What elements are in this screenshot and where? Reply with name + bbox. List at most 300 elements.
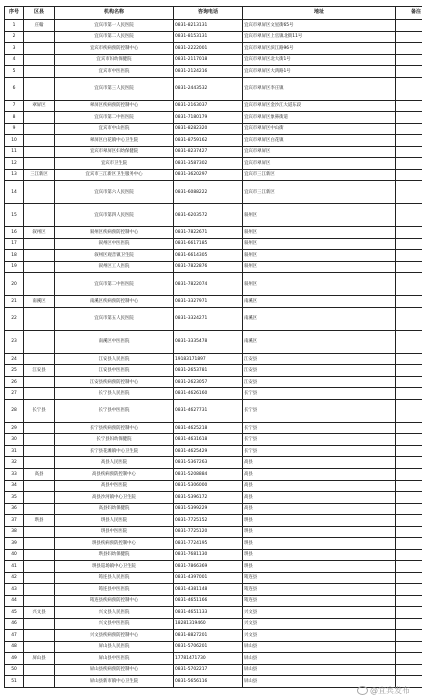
row-name: 兴文县疾病预防控制中心 xyxy=(55,630,174,642)
row-no: 1 xyxy=(5,20,24,32)
table-row xyxy=(5,376,422,388)
row-phone: 0831-6614305 xyxy=(174,250,243,262)
row-area xyxy=(24,238,55,250)
table-row xyxy=(5,169,422,181)
weibo-icon xyxy=(357,686,368,695)
row-area xyxy=(24,376,55,388)
table-row xyxy=(5,492,422,504)
row-area xyxy=(24,595,55,607)
row-area xyxy=(24,353,55,365)
table-row xyxy=(5,66,422,78)
row-phone: 17781471730 xyxy=(174,653,243,665)
row-name: 宜宾市第二中医医院 xyxy=(55,273,174,296)
row-name: 宜宾市第六人民医院 xyxy=(55,181,174,204)
table-row xyxy=(5,561,422,573)
table-row xyxy=(5,20,422,32)
row-name: 宜宾市第五人民医院 xyxy=(55,307,174,330)
row-address: 珙县 xyxy=(243,515,396,527)
row-name: 高县人民医院 xyxy=(55,457,174,469)
header-address: 地址 xyxy=(243,7,396,20)
table-row xyxy=(5,330,422,353)
row-no: 10 xyxy=(5,135,24,147)
row-address: 叙州区 xyxy=(243,204,396,227)
row-note xyxy=(396,526,422,538)
row-no: 32 xyxy=(5,457,24,469)
row-no: 43 xyxy=(5,584,24,596)
row-address: 宜宾市翠屏区滨江路96号 xyxy=(243,43,396,55)
row-name: 珙县中医医院 xyxy=(55,526,174,538)
row-note xyxy=(396,572,422,584)
row-area xyxy=(24,158,55,170)
row-area xyxy=(24,492,55,504)
row-no: 2 xyxy=(5,31,24,43)
row-no: 12 xyxy=(5,158,24,170)
row-area: 屏山县 xyxy=(24,653,55,665)
row-address: 宜宾市翠屏区金沙江大道东段 xyxy=(243,100,396,112)
row-no: 30 xyxy=(5,434,24,446)
row-phone: 0831-5396172 xyxy=(174,492,243,504)
table-row xyxy=(5,204,422,227)
table-row xyxy=(5,54,422,66)
row-no: 29 xyxy=(5,422,24,434)
row-name: 叙州区工人医院 xyxy=(55,261,174,273)
table-row xyxy=(5,353,422,365)
row-name: 屏山县疾病预防控制中心 xyxy=(55,664,174,676)
row-no: 19 xyxy=(5,261,24,273)
header-no: 序号 xyxy=(5,7,24,20)
row-note xyxy=(396,112,422,124)
row-address: 南溪区 xyxy=(243,330,396,353)
row-no: 5 xyxy=(5,66,24,78)
row-note xyxy=(396,641,422,653)
row-name: 高县妇幼保健院 xyxy=(55,503,174,515)
row-note xyxy=(396,146,422,158)
row-name: 兴文县人民医院 xyxy=(55,607,174,619)
row-no: 31 xyxy=(5,445,24,457)
row-area xyxy=(24,549,55,561)
table-row xyxy=(5,469,422,481)
row-name: 宜宾市中医医院 xyxy=(55,66,174,78)
row-address: 珙县 xyxy=(243,561,396,573)
table-row xyxy=(5,227,422,239)
table-row xyxy=(5,595,422,607)
row-note xyxy=(396,653,422,665)
row-name: 长宁县妇幼保健院 xyxy=(55,434,174,446)
row-note xyxy=(396,353,422,365)
row-no: 17 xyxy=(5,238,24,250)
row-note xyxy=(396,561,422,573)
row-address: 珙县 xyxy=(243,526,396,538)
row-address: 高县 xyxy=(243,469,396,481)
table-row xyxy=(5,480,422,492)
row-area xyxy=(24,330,55,353)
row-address: 高县 xyxy=(243,480,396,492)
row-no: 44 xyxy=(5,595,24,607)
row-address: 屏山县 xyxy=(243,676,396,688)
row-address: 宜宾市翠屏区象鼻街道 xyxy=(243,112,396,124)
row-address: 江安县 xyxy=(243,365,396,377)
row-note xyxy=(396,445,422,457)
row-address: 南溪区 xyxy=(243,307,396,330)
row-name: 筠连县疾病预防控制中心 xyxy=(55,595,174,607)
row-note xyxy=(396,515,422,527)
row-phone: 0831-7725120 xyxy=(174,526,243,538)
row-no: 9 xyxy=(5,123,24,135)
row-note xyxy=(396,480,422,492)
row-address: 宜宾市翠屏区文星街65号 xyxy=(243,20,396,32)
row-address: 叙州区 xyxy=(243,238,396,250)
row-name: 叙州区疾病预防控制中心 xyxy=(55,227,174,239)
row-no: 15 xyxy=(5,204,24,227)
row-name: 筠连县人民医院 xyxy=(55,572,174,584)
row-address: 兴文县 xyxy=(243,630,396,642)
row-no: 28 xyxy=(5,399,24,422)
row-address: 筠连县 xyxy=(243,572,396,584)
row-no: 25 xyxy=(5,365,24,377)
row-area xyxy=(24,676,55,688)
row-name: 宜宾市三江新区卫生服务中心 xyxy=(55,169,174,181)
row-no: 40 xyxy=(5,549,24,561)
row-phone: 0831-8237427 xyxy=(174,146,243,158)
row-note xyxy=(396,250,422,262)
row-no: 48 xyxy=(5,641,24,653)
row-area: 高县 xyxy=(24,469,55,481)
row-name: 长宁县疾病预防控制中心 xyxy=(55,422,174,434)
row-note xyxy=(396,158,422,170)
row-area xyxy=(24,43,55,55)
row-area: 翠屏区 xyxy=(24,100,55,112)
row-note xyxy=(396,20,422,32)
row-address: 宜宾市翠屏区大鸿路1号 xyxy=(243,66,396,78)
table-row xyxy=(5,273,422,296)
table-row xyxy=(5,307,422,330)
row-area xyxy=(24,388,55,400)
row-phone: 0831-4631618 xyxy=(174,434,243,446)
row-phone: 0831-8282320 xyxy=(174,123,243,135)
row-no: 39 xyxy=(5,538,24,550)
row-address: 屏山县 xyxy=(243,653,396,665)
row-address: 叙州区 xyxy=(243,261,396,273)
table-row xyxy=(5,43,422,55)
row-note xyxy=(396,31,422,43)
row-name: 江安县中医医院 xyxy=(55,365,174,377)
row-area xyxy=(24,538,55,550)
row-no: 51 xyxy=(5,676,24,688)
row-no: 22 xyxy=(5,307,24,330)
row-no: 42 xyxy=(5,572,24,584)
row-name: 长宁县中医医院 xyxy=(55,399,174,422)
clinic-directory-table xyxy=(4,6,422,688)
row-address: 屏山县 xyxy=(243,641,396,653)
row-phone: 0831-3335478 xyxy=(174,330,243,353)
row-no: 3 xyxy=(5,43,24,55)
row-note xyxy=(396,607,422,619)
table-row xyxy=(5,618,422,630)
row-phone: 0831-4625218 xyxy=(174,422,243,434)
row-area xyxy=(24,77,55,100)
row-phone: 0831-7180179 xyxy=(174,112,243,124)
table-row xyxy=(5,641,422,653)
row-note xyxy=(396,376,422,388)
row-name: 宜宾市翠屏区妇幼保健院 xyxy=(55,146,174,158)
row-address: 宜宾市翠屏区北大街1号 xyxy=(243,54,396,66)
row-note xyxy=(396,549,422,561)
row-note xyxy=(396,469,422,481)
row-phone: 0831-7822876 xyxy=(174,261,243,273)
row-area xyxy=(24,204,55,227)
row-name: 屏山县新市镇中心卫生院 xyxy=(55,676,174,688)
row-note xyxy=(396,77,422,100)
row-name: 宜宾市妇幼保健院 xyxy=(55,54,174,66)
row-address: 宜宾市翠屏区 xyxy=(243,146,396,158)
row-phone: 0831-5208884 xyxy=(174,469,243,481)
row-area: 珙县 xyxy=(24,515,55,527)
row-name: 珙县人民医院 xyxy=(55,515,174,527)
table-header-row xyxy=(5,7,422,20)
row-phone: 0831-5702217 xyxy=(174,664,243,676)
row-phone: 0831-2443532 xyxy=(174,77,243,100)
row-note xyxy=(396,227,422,239)
table-row xyxy=(5,664,422,676)
row-no: 11 xyxy=(5,146,24,158)
row-phone: 0831-8759162 xyxy=(174,135,243,147)
row-note xyxy=(396,584,422,596)
row-no: 27 xyxy=(5,388,24,400)
row-address: 叙州区 xyxy=(243,273,396,296)
table-row xyxy=(5,146,422,158)
row-note xyxy=(396,503,422,515)
table-row xyxy=(5,100,422,112)
row-name: 江安县疾病预防控制中心 xyxy=(55,376,174,388)
row-area xyxy=(24,135,55,147)
table-row xyxy=(5,434,422,446)
table-row xyxy=(5,365,422,377)
row-note xyxy=(396,238,422,250)
table-row xyxy=(5,250,422,262)
row-no: 49 xyxy=(5,653,24,665)
row-phone: 0831-4397001 xyxy=(174,572,243,584)
row-name: 长宁县花滩镇中心卫生院 xyxy=(55,445,174,457)
row-name: 叙州区观音镇卫生院 xyxy=(55,250,174,262)
row-name: 屏山县中医医院 xyxy=(55,653,174,665)
row-phone: 0831-2117018 xyxy=(174,54,243,66)
row-name: 筠连县中医医院 xyxy=(55,584,174,596)
table-row xyxy=(5,653,422,665)
row-no: 13 xyxy=(5,169,24,181)
row-address: 宜宾市翠屏区李庄镇 xyxy=(243,77,396,100)
row-note xyxy=(396,492,422,504)
row-note xyxy=(396,123,422,135)
table-row xyxy=(5,112,422,124)
row-phone: 0831-2222001 xyxy=(174,43,243,55)
row-note xyxy=(396,538,422,550)
row-address: 高县 xyxy=(243,457,396,469)
row-name: 翠屏区白花镇中心卫生院 xyxy=(55,135,174,147)
row-note xyxy=(396,261,422,273)
row-phone: 0831-2653781 xyxy=(174,365,243,377)
row-name: 宜宾市第二中医医院 xyxy=(55,112,174,124)
table-row xyxy=(5,526,422,538)
row-address: 长宁县 xyxy=(243,388,396,400)
row-name: 江安县人民医院 xyxy=(55,353,174,365)
row-phone: 0831-5399229 xyxy=(174,503,243,515)
row-note xyxy=(396,43,422,55)
row-area xyxy=(24,641,55,653)
row-area: 庄翰 xyxy=(24,20,55,32)
table-row xyxy=(5,181,422,204)
row-area xyxy=(24,66,55,78)
table-row xyxy=(5,445,422,457)
row-note xyxy=(396,388,422,400)
row-area xyxy=(24,422,55,434)
row-note xyxy=(396,664,422,676)
row-area: 兴文县 xyxy=(24,607,55,619)
header-note: 备注 xyxy=(396,7,422,20)
row-phone: 0831-8827201 xyxy=(174,630,243,642)
table-row xyxy=(5,77,422,100)
table-body xyxy=(5,20,422,688)
row-address: 长宁县 xyxy=(243,434,396,446)
row-name: 高县沙河镇中心卫生院 xyxy=(55,492,174,504)
row-no: 18 xyxy=(5,250,24,262)
row-address: 珙县 xyxy=(243,538,396,550)
row-area: 江安县 xyxy=(24,365,55,377)
row-phone: 0831-5656116 xyxy=(174,676,243,688)
header-area: 区县 xyxy=(24,7,55,20)
row-area xyxy=(24,273,55,296)
row-name: 翠屏区疾病预防控制中心 xyxy=(55,100,174,112)
row-address: 筠连县 xyxy=(243,584,396,596)
table-row xyxy=(5,158,422,170)
row-area xyxy=(24,146,55,158)
row-area xyxy=(24,664,55,676)
row-note xyxy=(396,422,422,434)
row-no: 21 xyxy=(5,296,24,308)
row-note xyxy=(396,399,422,422)
row-name: 兴文县中医医院 xyxy=(55,618,174,630)
row-address: 长宁县 xyxy=(243,399,396,422)
row-no: 4 xyxy=(5,54,24,66)
row-no: 34 xyxy=(5,480,24,492)
row-area xyxy=(24,457,55,469)
row-phone: 0831-4626160 xyxy=(174,388,243,400)
row-name: 长宁县人民医院 xyxy=(55,388,174,400)
row-address: 江安县 xyxy=(243,353,396,365)
row-area xyxy=(24,561,55,573)
row-address: 宜宾市翠屏区 xyxy=(243,158,396,170)
row-address: 宜宾市三江新区 xyxy=(243,169,396,181)
row-note xyxy=(396,307,422,330)
row-no: 24 xyxy=(5,353,24,365)
row-phone: 0831-7681130 xyxy=(174,549,243,561)
table-row xyxy=(5,261,422,273)
row-phone: 0831-5306000 xyxy=(174,480,243,492)
row-no: 35 xyxy=(5,492,24,504)
row-area xyxy=(24,630,55,642)
row-no: 16 xyxy=(5,227,24,239)
row-no: 38 xyxy=(5,526,24,538)
row-note xyxy=(396,434,422,446)
row-address: 宜宾市翠屏区上官镇北街11号 xyxy=(243,31,396,43)
table-row xyxy=(5,572,422,584)
row-note xyxy=(396,618,422,630)
row-name: 屏山县人民医院 xyxy=(55,641,174,653)
row-area xyxy=(24,307,55,330)
row-phone: 0831-6203572 xyxy=(174,204,243,227)
table-row xyxy=(5,238,422,250)
row-no: 36 xyxy=(5,503,24,515)
row-note xyxy=(396,595,422,607)
row-name: 珙县妇幼保健院 xyxy=(55,549,174,561)
row-address: 兴文县 xyxy=(243,618,396,630)
row-phone: 0831-7866369 xyxy=(174,561,243,573)
row-note xyxy=(396,630,422,642)
table-row xyxy=(5,135,422,147)
row-address: 长宁县 xyxy=(243,445,396,457)
row-no: 14 xyxy=(5,181,24,204)
row-note xyxy=(396,330,422,353)
row-phone: 0831-2623057 xyxy=(174,376,243,388)
row-address: 宜宾市翠屏区白花镇 xyxy=(243,135,396,147)
header-phone: 咨询电话 xyxy=(174,7,243,20)
row-no: 20 xyxy=(5,273,24,296)
row-name: 珙县巡场镇中心卫生院 xyxy=(55,561,174,573)
header-name: 机构名称 xyxy=(55,7,174,20)
row-note xyxy=(396,273,422,296)
row-area: 三江新区 xyxy=(24,169,55,181)
row-name: 宜宾市第二人民医院 xyxy=(55,31,174,43)
row-area xyxy=(24,503,55,515)
row-note xyxy=(396,135,422,147)
table-row xyxy=(5,503,422,515)
row-area xyxy=(24,181,55,204)
row-no: 26 xyxy=(5,376,24,388)
row-phone: 19183171897 xyxy=(174,353,243,365)
table-row xyxy=(5,296,422,308)
row-name: 南溪区疾病预防控制中心 xyxy=(55,296,174,308)
table-row xyxy=(5,549,422,561)
row-address: 南溪区 xyxy=(243,296,396,308)
row-name: 宜宾市疾病预防控制中心 xyxy=(55,43,174,55)
row-phone: 0831-5367263 xyxy=(174,457,243,469)
row-note xyxy=(396,457,422,469)
row-address: 筠连县 xyxy=(243,595,396,607)
watermark-text: @宜宾发布 xyxy=(370,686,410,695)
row-area: 叙州区 xyxy=(24,227,55,239)
table-row xyxy=(5,399,422,422)
row-no: 47 xyxy=(5,630,24,642)
row-name: 宜宾市卫生院 xyxy=(55,158,174,170)
table-row xyxy=(5,607,422,619)
row-phone: 18281319460 xyxy=(174,618,243,630)
row-address: 长宁县 xyxy=(243,422,396,434)
table-row xyxy=(5,31,422,43)
row-area xyxy=(24,250,55,262)
row-phone: 0831-2163037 xyxy=(174,100,243,112)
row-no: 37 xyxy=(5,515,24,527)
row-no: 6 xyxy=(5,77,24,100)
row-phone: 0831-7725152 xyxy=(174,515,243,527)
row-phone: 0831-3620297 xyxy=(174,169,243,181)
row-address: 叙州区 xyxy=(243,227,396,239)
row-no: 8 xyxy=(5,112,24,124)
row-phone: 0831-4381148 xyxy=(174,584,243,596)
row-phone: 0831-5706201 xyxy=(174,641,243,653)
row-note xyxy=(396,169,422,181)
row-area: 南溪区 xyxy=(24,296,55,308)
row-note xyxy=(396,100,422,112)
row-area xyxy=(24,112,55,124)
